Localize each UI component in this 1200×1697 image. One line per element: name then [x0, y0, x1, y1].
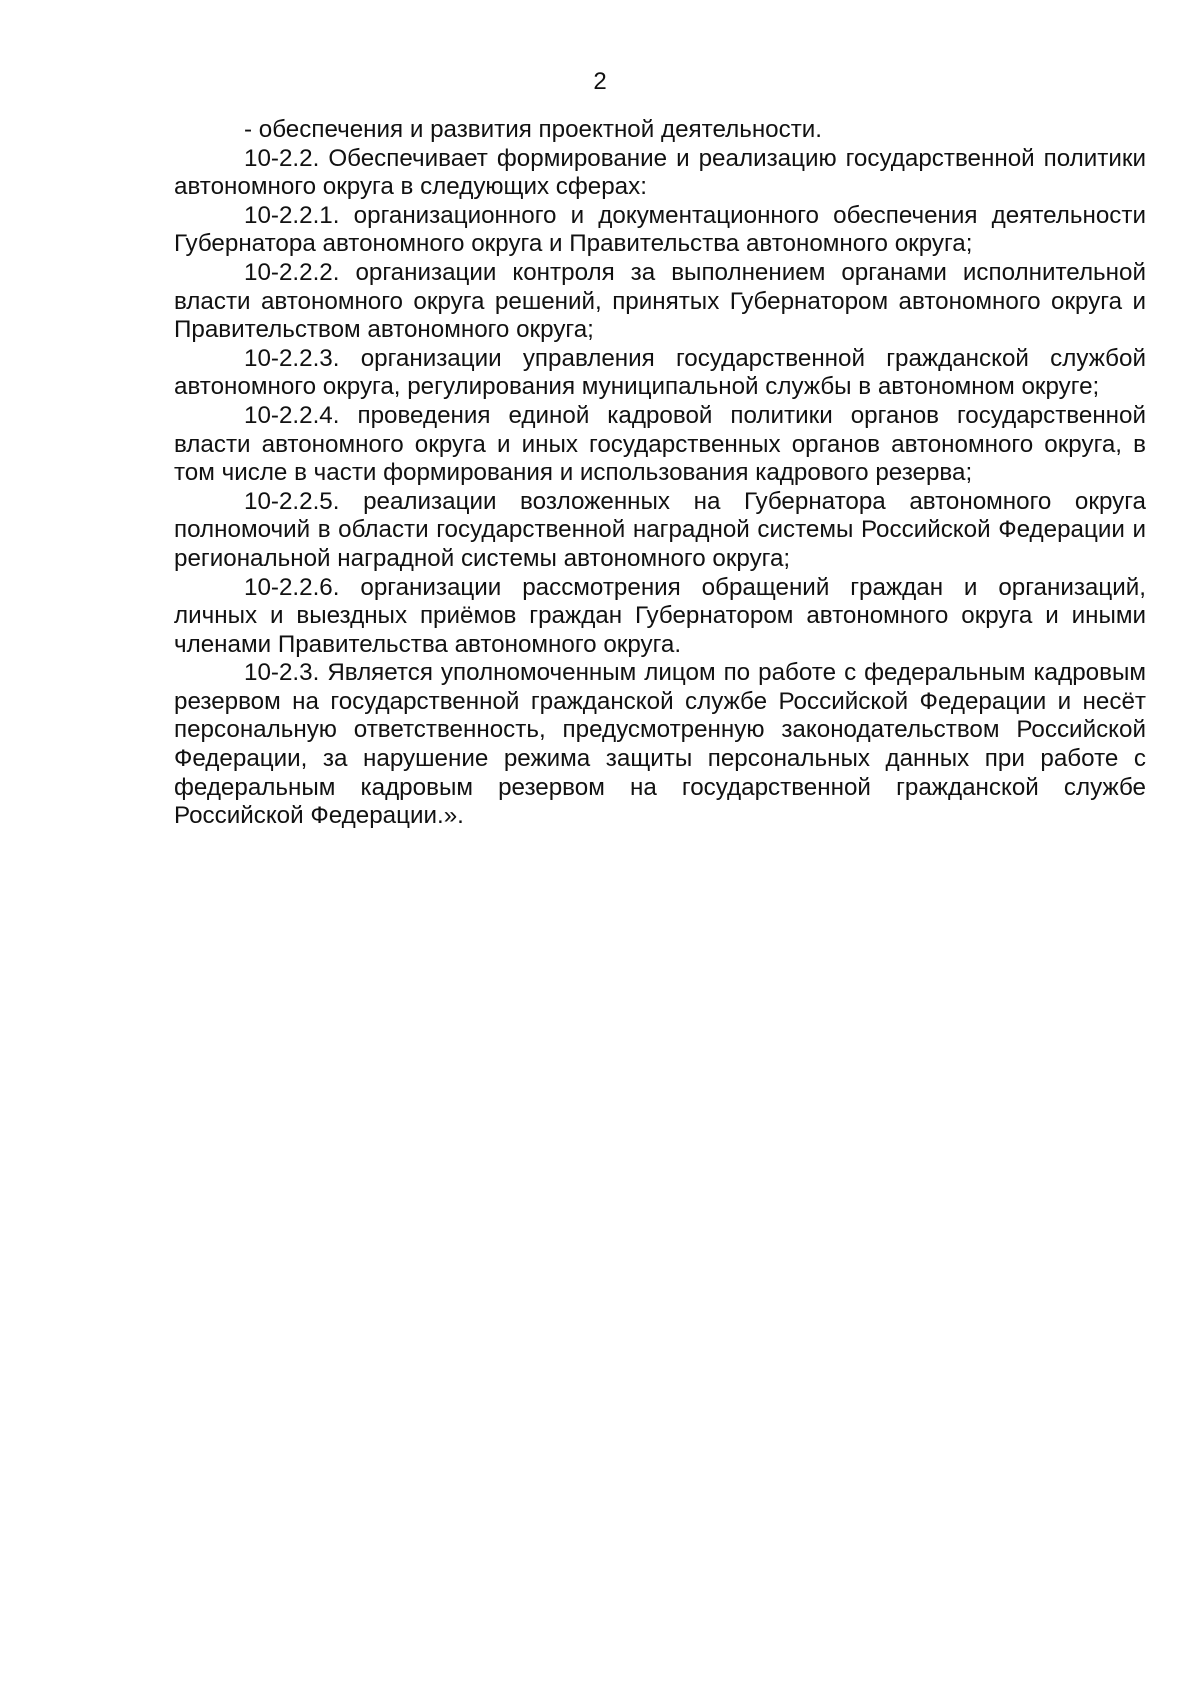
page-number: 2 [593, 68, 607, 95]
paragraph-number: 10-2.2.3. [244, 344, 340, 372]
paragraph-number: 10-2.2.2. [244, 258, 340, 286]
document-body [174, 116, 1146, 831]
paragraph-number: 10-2.2.1. [244, 201, 340, 229]
paragraph-number: 10-2.3. [244, 659, 320, 687]
paragraph-text: проведения единой кадровой политики органов государственной власти автономного округа и иных государственных органов автономного округа, в том числе в части формирования и использования кадрового резерва; [174, 401, 1146, 487]
paragraph-10-2-3 [174, 659, 1146, 831]
paragraph-number: 10-2.2.5. [244, 487, 340, 515]
paragraph-number: 10-2.2.4. [244, 401, 340, 429]
paragraph-text: организационного и документационного обеспечения деятельности Губернатора автономного округа и Правительства автономного округа; [174, 201, 1146, 258]
paragraph-10-2-2-3 [174, 345, 1146, 402]
paragraph-10-2-2-5 [174, 488, 1146, 574]
paragraph-text: организации контроля за выполнением органами исполнительной власти автономного округа решений, принятых Губернатором автономного округа и Правительством автономного округа; [174, 258, 1146, 344]
paragraph-10-2-2-2 [174, 259, 1146, 345]
paragraph-text: организации рассмотрения обращений граждан и организаций, личных и выездных приёмов граждан Губернатором автономного округа и иными членами Правительства автономного округа. [174, 573, 1146, 658]
paragraph-10-2-2-6 [174, 574, 1146, 660]
paragraph-10-2-2-4 [174, 402, 1146, 488]
paragraph-text: Является уполномоченным лицом по работе с федеральным кадровым резервом на государственной гражданской службе Российской Федерации и несёт персональную ответственность, предусмотренную законодательством Российской Федерации, за нарушение режима защиты персональных данных при работе с федеральным кадровым резервом на государственной гражданской службе Российской Федерации.». [174, 659, 1146, 830]
paragraph-text: - обеспечения и развития проектной деятельности. [244, 116, 823, 143]
paragraph-text: организации управления государственной гражданской службой автономного округа, регулирования муниципальной службы в автономном округе; [174, 344, 1146, 401]
paragraph-text: Обеспечивает формирование и реализацию государственной политики автономного округа в следующих сферах: [174, 144, 1146, 201]
paragraph-10-2-2-1 [174, 202, 1146, 259]
paragraph-10-2-2 [174, 145, 1146, 202]
paragraph-number: 10-2.2. [244, 144, 320, 172]
paragraph-text: реализации возложенных на Губернатора автономного округа полномочий в области государственной наградной системы Российской Федерации и региональной наградной системы автономного округа; [174, 487, 1146, 572]
paragraph-number: 10-2.2.6. [244, 573, 340, 601]
paragraph-intro [174, 116, 1146, 145]
